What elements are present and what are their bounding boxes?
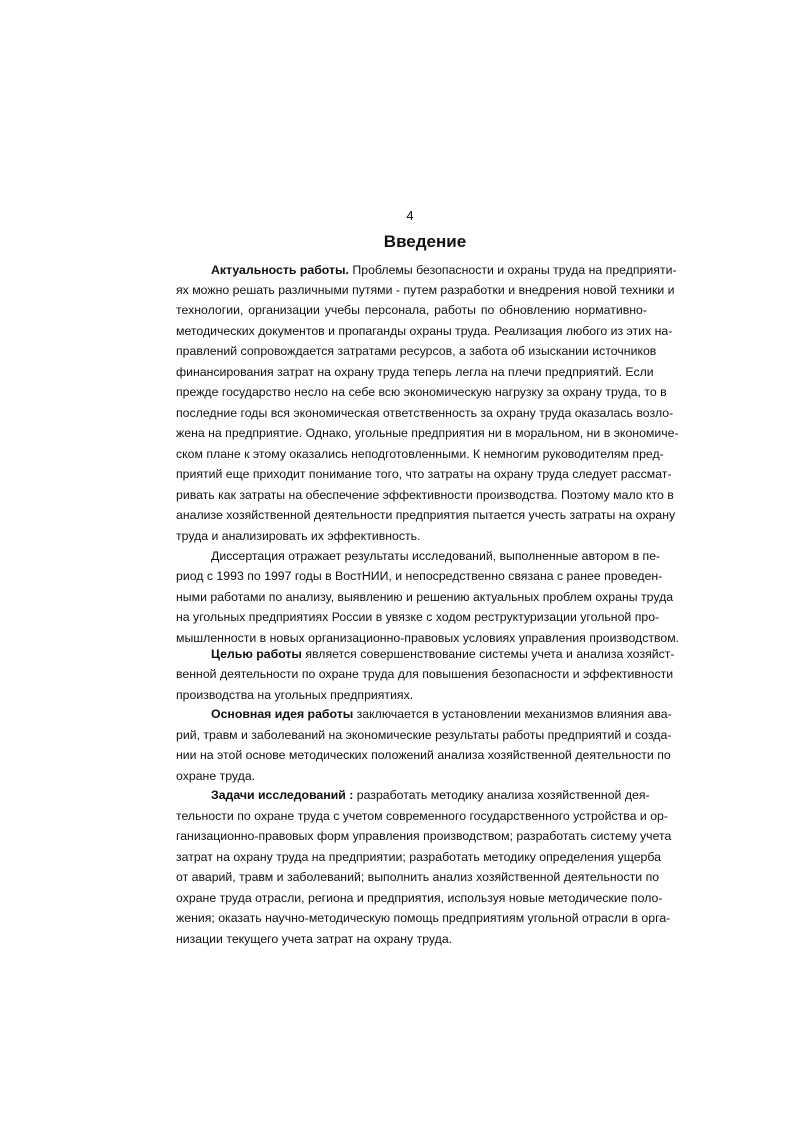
text-line: от аварий, травм и заболеваний; выполнить анализ хозяйственной деятельности по [176,870,660,884]
text-line: приятий еще приходит понимание того, что затраты на охрану труда следует рассмат- [176,467,672,481]
page-number: 4 [406,208,414,223]
text-line: Основная идея работы заключается в установлении механизмов влияния ава- [211,707,672,721]
text-line: правлений сопровождается затратами ресурсов, а забота об изыскании источников [176,344,657,358]
text-line: ском плане к этому оказались неподготовленными. К немногим руководителям пред- [176,447,664,461]
text-line: жения; оказать научно-методическую помощь предприятиям угольной отрасли в орга- [176,911,671,925]
text-line: Целью работы является совершенствование системы учета и анализа хозяйст- [211,647,675,661]
text-line: анализе хозяйственной деятельности предприятия пытается учесть затраты на охрану [176,508,676,522]
text-line: Актуальность работы. Проблемы безопасности и охраны труда на предприяти- [211,263,677,277]
text-line: ными работами по анализу, выявлению и решению актуальных проблем охраны труда [176,590,674,604]
text-line: охране труда отрасли, региона и предприятия, используя новые методические поло- [176,891,663,905]
text-line: венной деятельности по охране труда для повышения безопасности и эффективности [176,667,674,681]
text-line: на угольных предприятиях России в увязке с ходом реструктуризации угольной про- [176,610,660,624]
text-line: ганизационно-правовых форм управления производством; разработать систему учета [176,829,672,843]
text-line: нии на этой основе методических положений анализа хозяйственной деятельности по [176,748,671,762]
lead-main-idea: Основная идея работы [211,707,354,721]
text-line: ривать как затраты на обеспечение эффективности производства. Поэтому мало кто в [176,488,674,502]
lead-goal: Целью работы [211,647,302,661]
text-line: затрат на охрану труда на предприятии; разработать методику определения ущерба [176,850,661,864]
text-line: тельности по охране труда с учетом современного государственного устройства и ор- [176,809,668,823]
lead-relevance: Актуальность работы. [211,263,349,277]
text-line: прежде государство несло на себе всю экономическую нагрузку за охрану труда, то в [176,385,667,399]
page-title: Введение [383,232,467,251]
text-line: производства на угольных предприятиях. [176,688,414,702]
text-line: технологии, организации учебы персонала, работы по обновлению нормативно- [176,303,647,317]
text-line: методических документов и пропаганды охраны труда. Реализация любого из этих на- [176,324,673,338]
text-line: жена на предприятие. Однако, угольные предприятия ни в моральном, ни в экономиче- [176,426,679,440]
text-line: Задачи исследований : разработать методику анализа хозяйственной дея- [211,788,650,802]
text-line: охране труда. [176,769,256,783]
lead-tasks: Задачи исследований : [211,788,354,802]
text-line: труда и анализировать их эффективность. [176,529,421,543]
text-line: Диссертация отражает результаты исследований, выполненные автором в пе- [211,549,661,563]
text-line: последние годы вся экономическая ответственность за охрану труда оказалась возло- [176,406,674,420]
text-line: рий, травм и заболеваний на экономические результаты работы предприятий и созда- [176,728,672,742]
text-line: низации текущего учета затрат на охрану труда. [176,932,453,946]
text-line: мышленности в новых организационно-правовых условиях управления производством. [176,631,680,645]
text-line: финансирования затрат на охрану труда теперь легла на плечи предприятий. Если [176,365,654,379]
text-line: риод с 1993 по 1997 годы в ВостНИИ, и непосредственно связана с ранее проведен- [176,569,663,583]
text-line: ях можно решать различными путями - путем разработки и внедрения новой техники и [176,283,675,297]
